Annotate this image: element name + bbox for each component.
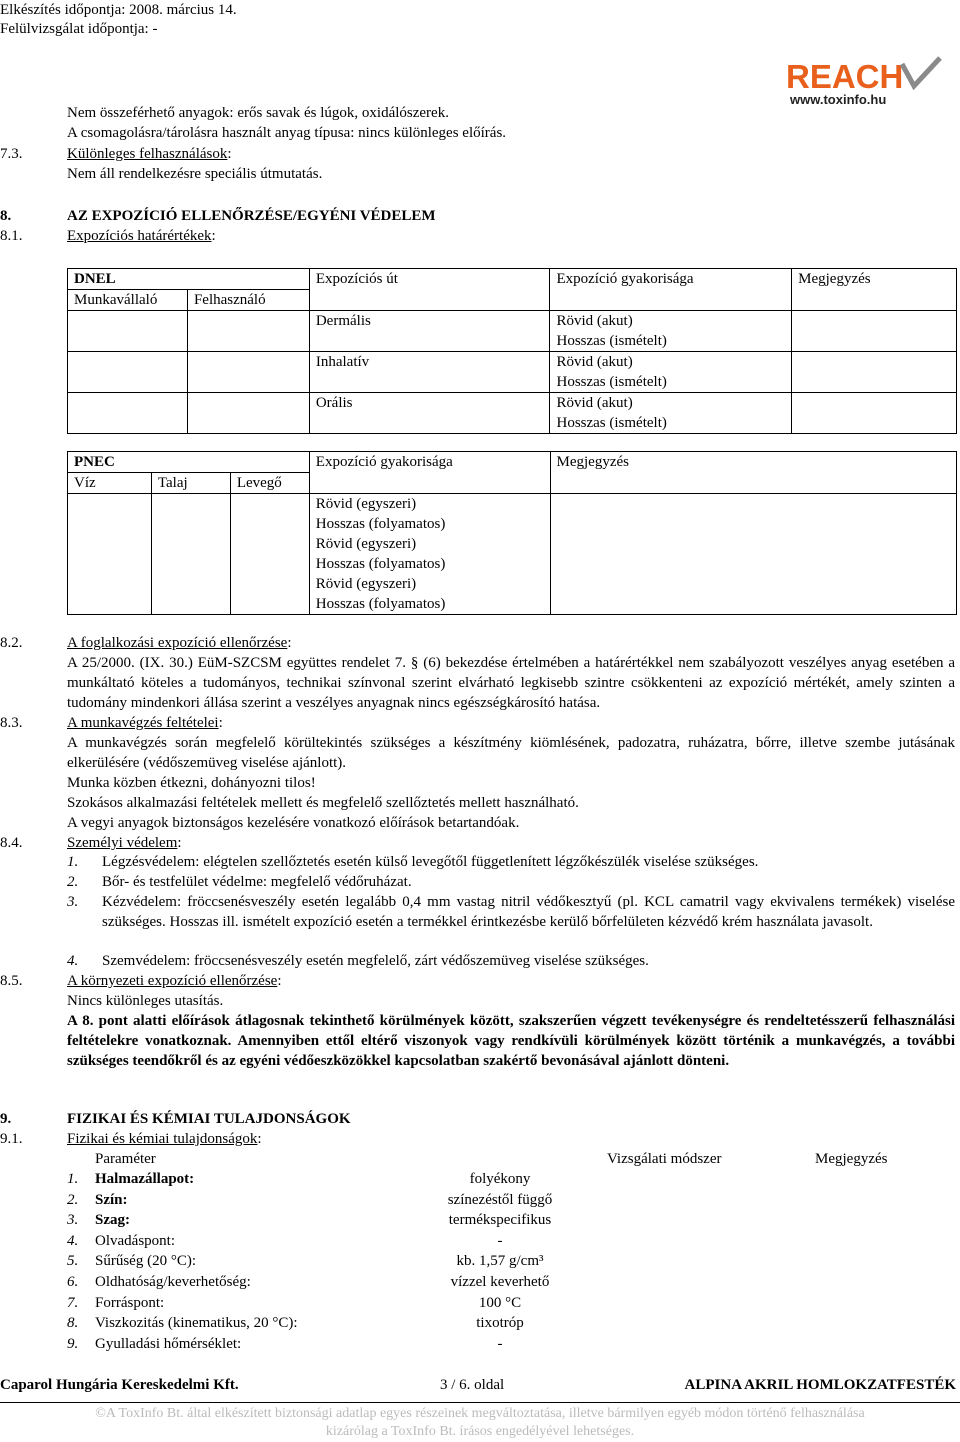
property-number: 4. — [67, 1233, 79, 1249]
property-name: Sűrűség (20 °C): — [95, 1253, 196, 1269]
created-date: Elkészítés időpontja: 2008. március 14. — [0, 2, 237, 18]
property-value: kb. 1,57 g/cm³ — [456, 1253, 544, 1269]
dnel-freq-header: Expozíció gyakorisága — [550, 269, 792, 311]
property-name: Forráspont: — [95, 1295, 165, 1311]
property-name: Szín: — [95, 1192, 128, 1208]
s8-number: 8. — [0, 208, 12, 224]
property-number: 1. — [67, 1171, 79, 1187]
dnel-freq: Rövid (akut) Hosszas (ismételt) — [550, 393, 792, 434]
dnel-worker-header: Munkavállaló — [68, 290, 188, 311]
s84-number: 8.4. — [0, 835, 23, 851]
property-value: 100 °C — [478, 1295, 522, 1311]
s82-heading: A foglalkozási expozíció ellenőrzése: — [67, 635, 292, 651]
note-header: Megjegyzés — [815, 1151, 888, 1167]
property-number: 7. — [67, 1295, 79, 1311]
property-name: Halmazállapot: — [95, 1171, 195, 1187]
pnec-air-header: Levegő — [230, 473, 309, 494]
list-item: Kézvédelem: fröccsenésveszély esetén legalább 0,4 mm vastag nitril védőkesztyű (pl. KCL camatril vagy ekvivalens termékek) viselése szükséges. Hosszas ill. ismételt expozíció esetén a termékkel érintkezésbe kerülő bőrfelületen kézvédő krém használata javasolt. — [102, 894, 955, 930]
s85-disclaimer: A 8. pont alatti előírások átlagosnak tekinthető körülmények között, szakszerűen végzett tevékenységre és rendeltetésszerű felhasználási feltételekre vonatkoznak. Amennyiben ettől eltérő viszonyok vagy rendkívüli körülmények között történik a munkavégzés, a további szükséges teendőkről és az egyéni védőeszközökkel kapcsolatban szakértő bevonásával ajánlott dönteni. — [67, 1013, 955, 1069]
s73-text: Nem áll rendelkezésre speciális útmutatás. — [67, 166, 323, 182]
s9-number: 9. — [0, 1111, 12, 1127]
property-number: 6. — [67, 1274, 79, 1290]
property-value: - — [497, 1233, 503, 1249]
s83-p3: Szokásos alkalmazási feltételek mellett és megfelelő szellőztetés mellett használható. — [67, 795, 579, 811]
dnel-route: Inhalatív — [309, 352, 550, 393]
s91-number: 9.1. — [0, 1131, 23, 1147]
s8-title: AZ EXPOZÍCIÓ ELLENŐRZÉSE/EGYÉNI VÉDELEM — [67, 208, 436, 224]
param-header: Paraméter — [95, 1151, 156, 1167]
footer-divider — [0, 1402, 960, 1403]
pnec-table — [67, 451, 957, 615]
s7-incompatible: Nem összeférhető anyagok: erős savak és lúgok, oxidálószerek. — [67, 105, 449, 121]
property-name: Viszkozitás (kinematikus, 20 °C): — [95, 1315, 298, 1331]
list-item-number: 2. — [67, 874, 79, 890]
table-row — [68, 393, 957, 434]
s85-text: Nincs különleges utasítás. — [67, 993, 224, 1009]
method-header: Vizsgálati módszer — [607, 1151, 722, 1167]
s85-number: 8.5. — [0, 973, 23, 989]
pnec-note-header: Megjegyzés — [550, 452, 956, 494]
footer-product: ALPINA AKRIL HOMLOKZATFESTÉK — [684, 1377, 956, 1393]
s91-heading: Fizikai és kémiai tulajdonságok: — [67, 1131, 262, 1147]
s73-number: 7.3. — [0, 146, 23, 162]
s83-p1: A munkavégzés során megfelelő körültekintés szükséges a készítmény kiömlésének, padozatra, ruházatra, bőrre, illetve szembe jutásának elkerülésére (védőszemüveg viselése ajánlott). — [67, 735, 955, 771]
dnel-route: Orális — [309, 393, 550, 434]
table-row — [68, 494, 957, 535]
pnec-soil-header: Talaj — [151, 473, 230, 494]
s83-number: 8.3. — [0, 715, 23, 731]
list-item: Légzésvédelem: elégtelen szellőztetés esetén külső levegőtől függetlenített légzőkészülék viselése szükséges. — [102, 854, 759, 870]
s81-heading: Expozíciós határértékek: — [67, 228, 216, 244]
property-number: 5. — [67, 1253, 79, 1269]
list-item-number: 1. — [67, 854, 79, 870]
property-value: vízzel keverhető — [450, 1274, 550, 1290]
dnel-freq: Rövid (akut) Hosszas (ismételt) — [550, 311, 792, 352]
s73-heading: Különleges felhasználások: — [67, 146, 232, 162]
table-row — [68, 352, 957, 393]
s82-number: 8.2. — [0, 635, 23, 651]
list-item-number: 4. — [67, 953, 79, 969]
property-name: Olvadáspont: — [95, 1233, 175, 1249]
table-row — [68, 311, 957, 352]
dnel-table — [67, 268, 957, 434]
s82-text: A 25/2000. (IX. 30.) EüM-SZCSM együttes rendelet 7. § (6) bekezdése értelmében a határértékkel nem szabályozott veszélyes anyag esetében a munkáltató köteles a tudományos, technikai színvonal szerint elvárható legkisebb szintre csökkenteni az expozíció mértékét, amely szinten a tudomány mindenkori állása szerint a veszélyes anyagnak nincs egészségkárosító hatása. — [67, 655, 955, 711]
dnel-note-header: Megjegyzés — [792, 269, 957, 311]
logo-url: www.toxinfo.hu — [790, 92, 887, 107]
property-number: 2. — [67, 1192, 79, 1208]
property-name: Oldhatóság/keverhetőség: — [95, 1274, 251, 1290]
property-value: termékspecifikus — [448, 1212, 552, 1228]
revised-date: Felülvizsgálat időpontja: - — [0, 21, 158, 37]
s9-title: FIZIKAI ÉS KÉMIAI TULAJDONSÁGOK — [67, 1111, 351, 1127]
footer-page: 3 / 6. oldal — [440, 1377, 505, 1393]
s81-number: 8.1. — [0, 228, 23, 244]
property-name: Gyulladási hőmérséklet: — [95, 1336, 242, 1352]
s84-heading: Személyi védelem: — [67, 835, 182, 851]
pnec-freq: Rövid (egyszeri) Hosszas (folyamatos) — [309, 534, 550, 574]
property-number: 3. — [67, 1212, 79, 1228]
s83-p4: A vegyi anyagok biztonságos kezelésére vonatkozó előírások betartandóak. — [67, 815, 520, 831]
pnec-water-header: Víz — [68, 473, 152, 494]
property-name: Szag: — [95, 1212, 130, 1228]
footer-company: Caparol Hungária Kereskedelmi Kft. — [0, 1377, 239, 1393]
dnel-user-header: Felhasználó — [187, 290, 309, 311]
property-number: 9. — [67, 1336, 79, 1352]
dnel-freq: Rövid (akut) Hosszas (ismételt) — [550, 352, 792, 393]
s85-heading: A környezeti expozíció ellenőrzése: — [67, 973, 282, 989]
logo-text: REACH — [786, 58, 904, 95]
property-value: tixotróp — [476, 1315, 524, 1331]
property-value: folyékony — [469, 1171, 531, 1187]
list-item-number: 3. — [67, 894, 79, 910]
property-number: 8. — [67, 1315, 79, 1331]
pnec-freq: Rövid (egyszeri) Hosszas (folyamatos) — [309, 494, 550, 535]
pnec-freq-header: Expozíció gyakorisága — [309, 452, 550, 494]
dnel-title: DNEL — [68, 269, 310, 290]
checkmark-icon — [902, 58, 940, 86]
pnec-freq: Rövid (egyszeri) Hosszas (folyamatos) — [309, 574, 550, 615]
s83-p2: Munka közben étkezni, dohányozni tilos! — [67, 775, 316, 791]
dnel-route-header: Expozíciós út — [309, 269, 550, 311]
property-value: színezéstől függő — [447, 1192, 553, 1208]
property-value: - — [497, 1336, 503, 1352]
copyright-line-2: kizárólag a ToxInfo Bt. írásos engedélyével lehetséges. — [325, 1424, 635, 1439]
list-item: Bőr- és testfelület védelme: megfelelő védőruházat. — [102, 874, 412, 890]
list-item: Szemvédelem: fröccsenésveszély esetén megfelelő, zárt védőszemüveg viselése szükséges. — [102, 953, 649, 969]
pnec-title: PNEC — [68, 452, 310, 473]
s83-heading: A munkavégzés feltételei: — [67, 715, 223, 731]
reach-logo — [784, 56, 942, 108]
copyright-line-1: ©A ToxInfo Bt. által elkészített biztonsági adatlap egyes részeinek megváltoztatása, illetve bármilyen egyéb módon történő felhasználása — [95, 1406, 865, 1421]
s7-packaging: A csomagolásra/tárolásra használt anyag típusa: nincs különleges előírás. — [67, 125, 507, 141]
dnel-route: Dermális — [309, 311, 550, 352]
